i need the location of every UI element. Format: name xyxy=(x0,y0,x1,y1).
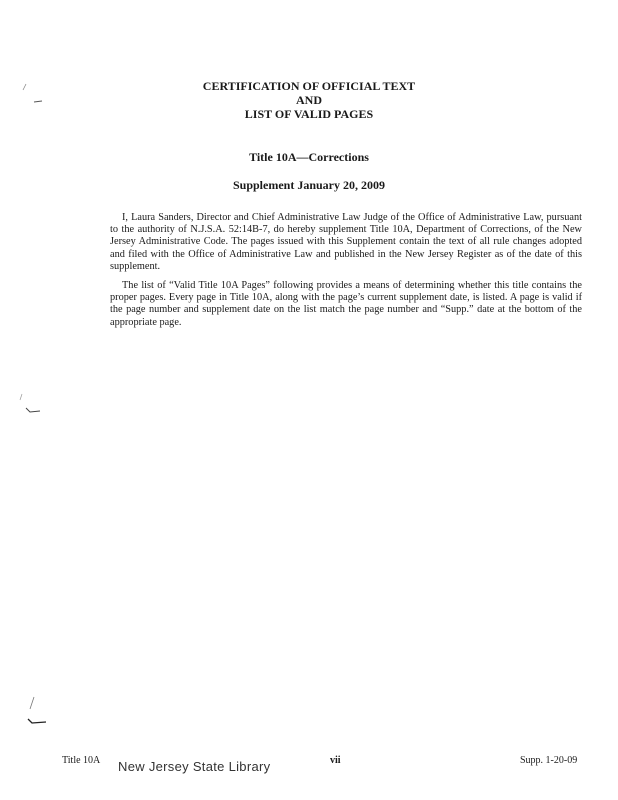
title-line-1: CERTIFICATION OF OFFICIAL TEXT xyxy=(202,79,416,93)
title-line-2: AND xyxy=(296,93,322,107)
certification-title xyxy=(0,79,618,121)
binder-mark-middle xyxy=(18,392,48,422)
supplement-date-heading: Supplement January 20, 2009 xyxy=(232,178,386,192)
paragraph-certification: I, Laura Sanders, Director and Chief Administrative Law Judge of the Office of Administrative Law, pursuant to the authority of N.J.S.A. 52:14B-7, do hereby supplement Title 10A, Department of Corrections, of the New Jersey Administrative Code. The pages issued with this Supplement contain the text of all rule changes adopted and filed with the Office of Administrative Law and published in the New Jersey Register as of the date of this supplement. xyxy=(110,212,582,272)
title-subtitle: Title 10A—Corrections xyxy=(249,150,369,164)
binder-mark-bottom xyxy=(24,695,54,729)
page-number: vii xyxy=(330,755,341,766)
paragraph-valid-pages: The list of “Valid Title 10A Pages” following provides a means of determining whether this title contains the proper pages. Every page in Title 10A, along with the page’s current supplement date, is listed. A page is valid if the page number and supplement date on the list match the page number and “Supp.” date at the bottom of the appropriate page. xyxy=(110,280,582,328)
library-stamp: New Jersey State Library xyxy=(118,759,271,774)
footer-title: Title 10A xyxy=(62,755,101,766)
page-footer xyxy=(0,755,618,775)
body-text xyxy=(110,212,582,336)
supplement-footer-date: Supp. 1-20-09 xyxy=(520,755,578,766)
title-line-3: LIST OF VALID PAGES xyxy=(244,107,374,121)
